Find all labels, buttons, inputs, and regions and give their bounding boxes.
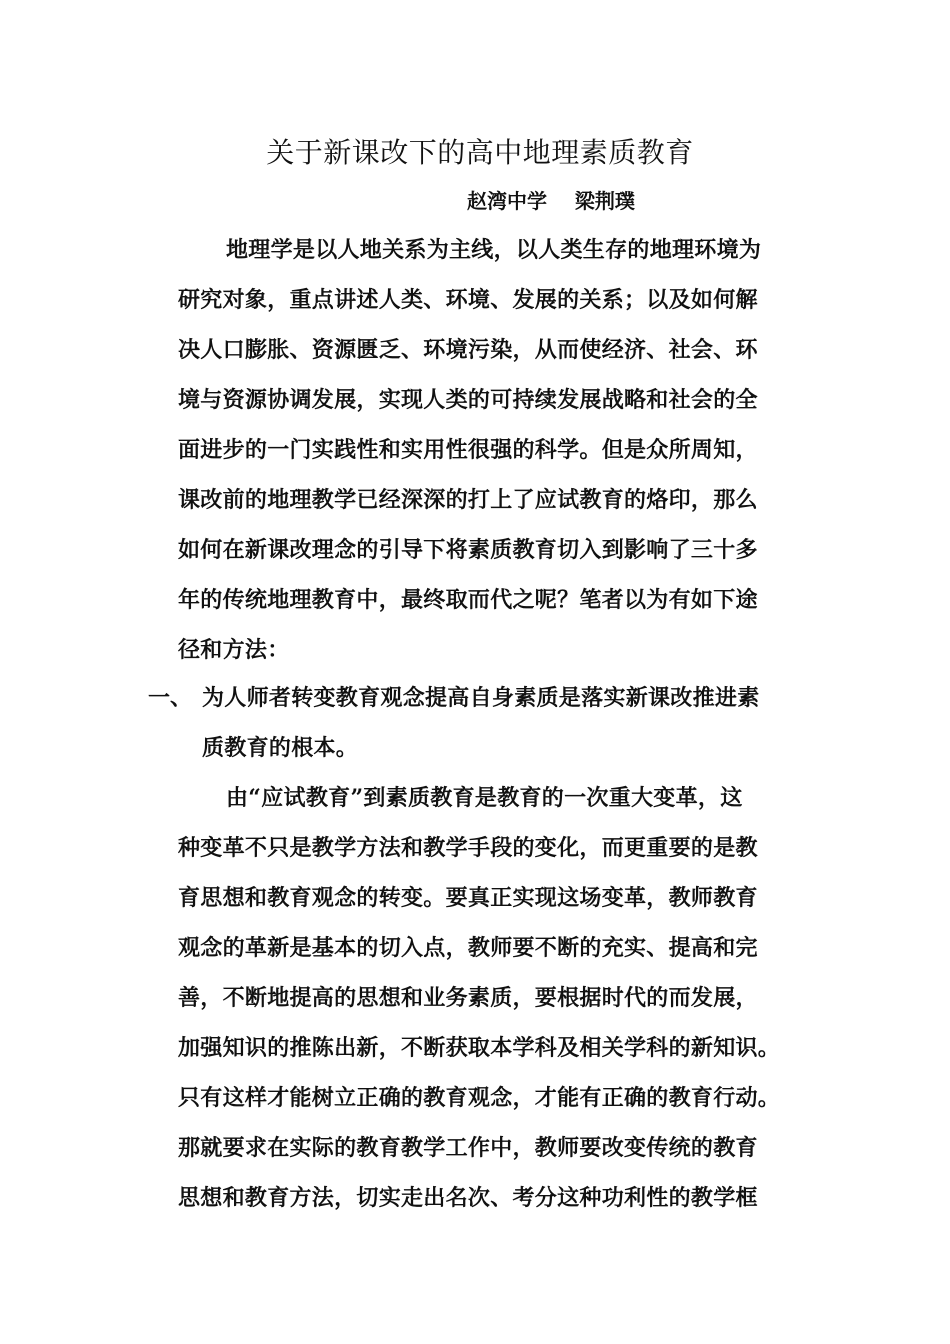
paragraph2-line: 观念的革新是基本的切入点，教师要不断的充实、提高和完 <box>178 935 758 961</box>
heading-number: 一、 <box>148 685 193 711</box>
paragraph1-line: 境与资源协调发展，实现人类的可持续发展战略和社会的全 <box>178 387 758 413</box>
document-title: 关于新课改下的高中地理素质教育 <box>266 136 694 169</box>
paragraph1-line: 地理学是以人地关系为主线，以人类生存的地理环境为 <box>226 237 762 263</box>
paragraph1-line: 决人口膨胀、资源匮乏、环境污染，从而使经济、社会、环 <box>178 337 758 363</box>
paragraph2-line: 育思想和教育观念的转变。要真正实现这场变革，教师教育 <box>178 885 758 911</box>
heading-line: 为人师者转变教育观念提高自身素质是落实新课改推进素 <box>202 685 760 711</box>
paragraph2-line: 种变革不只是教学方法和教学手段的变化，而更重要的是教 <box>178 835 758 861</box>
paragraph1-line: 如何在新课改理念的引导下将素质教育切入到影响了三十多 <box>178 537 758 563</box>
paragraph2-line: 那就要求在实际的教育教学工作中，教师要改变传统的教育 <box>178 1135 758 1161</box>
author-line: 赵湾中学 梁荆璞 <box>467 189 635 213</box>
paragraph2-line: 由“应试教育”到素质教育是教育的一次重大变革，这 <box>226 785 743 811</box>
paragraph1-line: 径和方法： <box>178 637 290 663</box>
paragraph1-line: 研究对象，重点讲述人类、环境、发展的关系；以及如何解 <box>178 287 758 313</box>
paragraph2-line: 只有这样才能树立正确的教育观念，才能有正确的教育行动。 <box>178 1085 781 1111</box>
paragraph2-line: 思想和教育方法，切实走出名次、考分这种功利性的教学框 <box>178 1185 758 1211</box>
paragraph2-line: 加强知识的推陈出新，不断获取本学科及相关学科的新知识。 <box>178 1035 781 1061</box>
paragraph1-line: 年的传统地理教育中，最终取而代之呢？笔者以为有如下途 <box>178 587 758 613</box>
paragraph1-line: 课改前的地理教学已经深深的打上了应试教育的烙印，那么 <box>178 487 758 513</box>
heading-line: 质教育的根本。 <box>202 735 359 761</box>
paragraph2-line: 善，不断地提高的思想和业务素质，要根据时代的而发展， <box>178 985 758 1011</box>
paragraph1-line: 面进步的一门实践性和实用性很强的科学。但是众所周知， <box>178 437 758 463</box>
